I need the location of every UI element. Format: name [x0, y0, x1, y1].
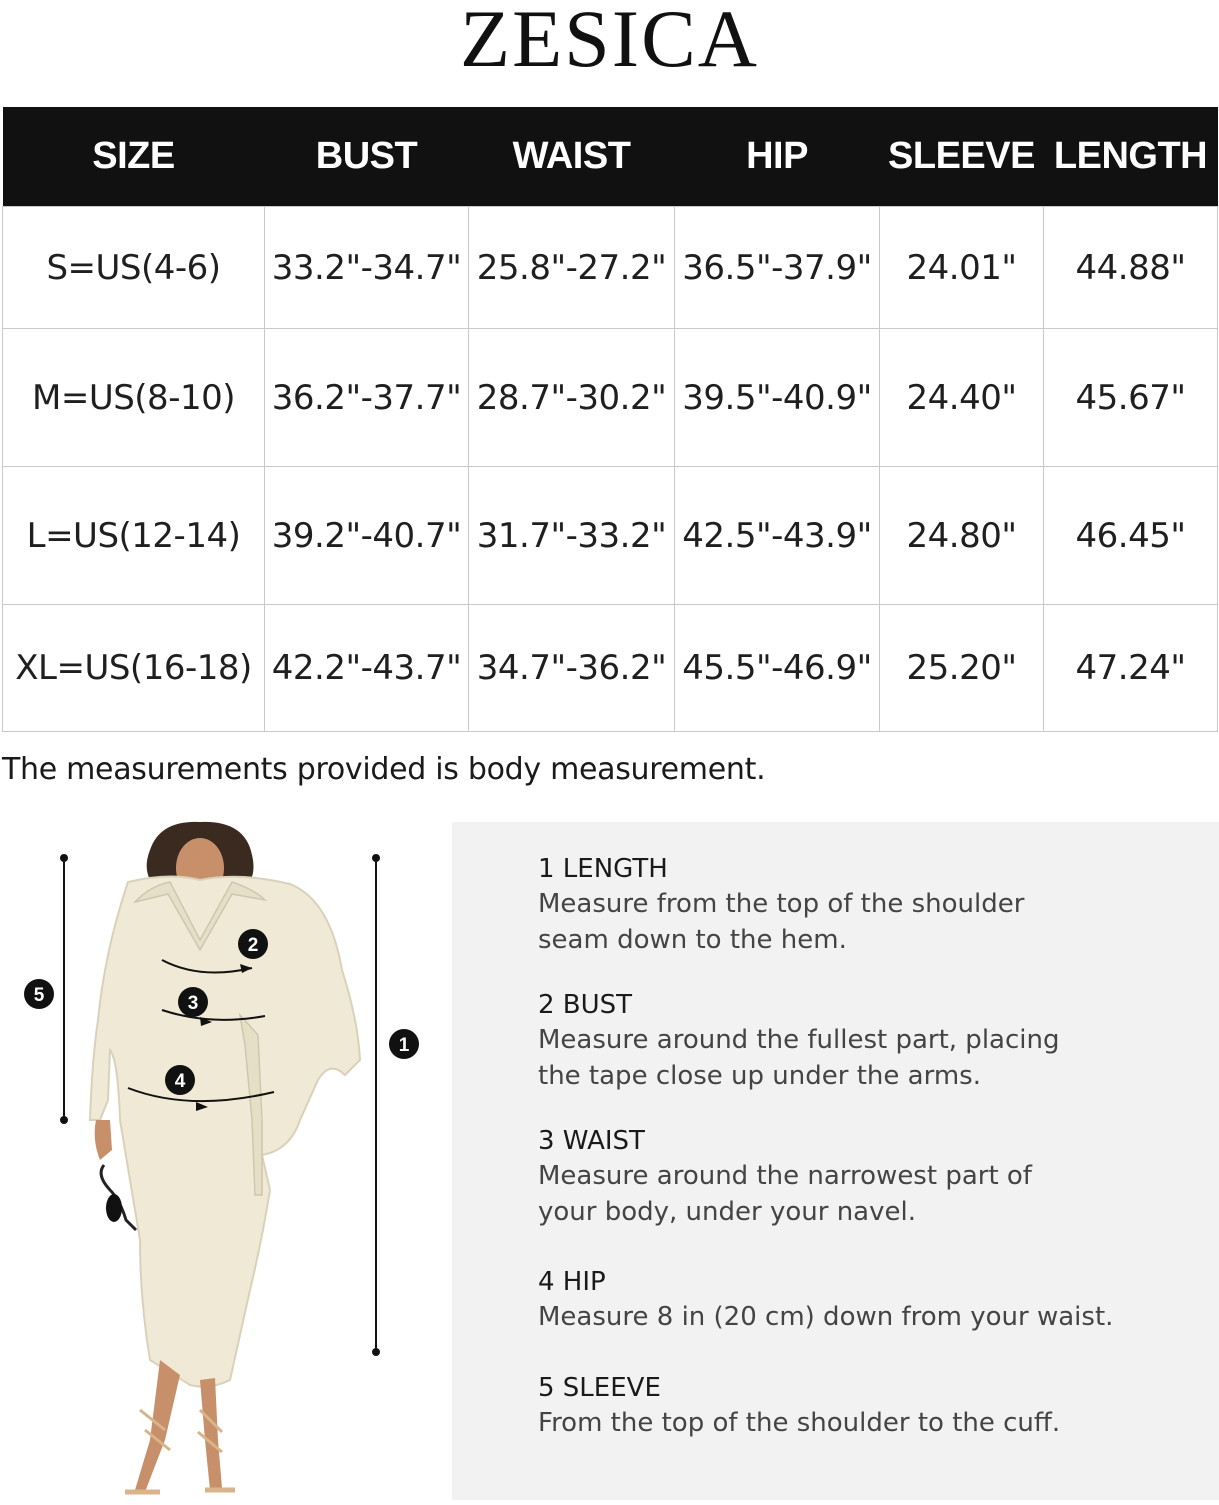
table-row	[3, 605, 1218, 732]
marker-layer	[0, 820, 445, 1500]
cell-hip: 45.5"-46.9"	[675, 605, 880, 732]
header-size: SIZE	[3, 107, 265, 207]
guide-text: From the top of the shoulder to the cuff.	[538, 1408, 1061, 1438]
guide-text: seam down to the hem.	[538, 925, 847, 955]
measurement-figure	[0, 820, 445, 1500]
svg-text:3: 3	[187, 993, 199, 1014]
marker-2	[238, 929, 268, 959]
table-row	[3, 207, 1218, 329]
marker-3	[178, 987, 208, 1017]
cell-bust: 33.2"-34.7"	[265, 207, 469, 329]
cell-bust: 42.2"-43.7"	[265, 605, 469, 732]
brand-logo: ZESICA	[460, 0, 759, 84]
guide-title: 5 SLEEVE	[538, 1373, 661, 1403]
guide-waist	[538, 1124, 1158, 1230]
cell-waist: 25.8"-27.2"	[469, 207, 675, 329]
header-sleeve: SLEEVE	[880, 107, 1044, 207]
cell-bust: 36.2"-37.7"	[265, 329, 469, 467]
header-waist: WAIST	[469, 107, 675, 207]
guide-title: 3 WAIST	[538, 1126, 645, 1156]
guide-hip	[538, 1265, 1158, 1335]
guide-text: Measure from the top of the shoulder	[538, 889, 1025, 919]
guide-bust	[538, 988, 1158, 1094]
cell-length: 46.45"	[1044, 467, 1218, 605]
svg-text:1: 1	[398, 1035, 410, 1056]
cell-hip: 36.5"-37.9"	[675, 207, 880, 329]
cell-length: 47.24"	[1044, 605, 1218, 732]
guide-title: 2 BUST	[538, 990, 633, 1020]
guide-title: 4 HIP	[538, 1267, 606, 1297]
table-header-row	[3, 107, 1218, 207]
svg-text:2: 2	[247, 935, 259, 956]
cell-sleeve: 24.40"	[880, 329, 1044, 467]
measurement-note: The measurements provided is body measurement.	[2, 752, 766, 787]
cell-sleeve: 24.80"	[880, 467, 1044, 605]
cell-size: S=US(4-6)	[3, 207, 265, 329]
measurement-guide-panel	[452, 822, 1219, 1500]
cell-hip: 39.5"-40.9"	[675, 329, 880, 467]
marker-4	[165, 1065, 195, 1095]
cell-size: XL=US(16-18)	[3, 605, 265, 732]
marker-1	[389, 1029, 419, 1059]
header-bust: BUST	[265, 107, 469, 207]
cell-waist: 28.7"-30.2"	[469, 329, 675, 467]
guide-length	[538, 852, 1158, 958]
cell-length: 45.67"	[1044, 329, 1218, 467]
size-chart-table	[2, 107, 1218, 732]
cell-size: L=US(12-14)	[3, 467, 265, 605]
header-length: LENGTH	[1044, 107, 1218, 207]
cell-size: M=US(8-10)	[3, 329, 265, 467]
header-hip: HIP	[675, 107, 880, 207]
table-row	[3, 467, 1218, 605]
cell-hip: 42.5"-43.9"	[675, 467, 880, 605]
guide-title: 1 LENGTH	[538, 854, 668, 884]
guide-text: Measure around the narrowest part of	[538, 1161, 1032, 1191]
table-row	[3, 329, 1218, 467]
marker-5	[24, 979, 54, 1009]
cell-sleeve: 25.20"	[880, 605, 1044, 732]
cell-waist: 31.7"-33.2"	[469, 467, 675, 605]
guide-text: Measure 8 in (20 cm) down from your waist.	[538, 1302, 1114, 1332]
svg-text:4: 4	[174, 1071, 186, 1092]
cell-length: 44.88"	[1044, 207, 1218, 329]
svg-text:5: 5	[33, 985, 45, 1006]
guide-text: your body, under your navel.	[538, 1197, 916, 1227]
cell-sleeve: 24.01"	[880, 207, 1044, 329]
guide-text: Measure around the fullest part, placing	[538, 1025, 1060, 1055]
guide-sleeve	[538, 1371, 1158, 1441]
guide-text: the tape close up under the arms.	[538, 1061, 981, 1091]
cell-waist: 34.7"-36.2"	[469, 605, 675, 732]
cell-bust: 39.2"-40.7"	[265, 467, 469, 605]
